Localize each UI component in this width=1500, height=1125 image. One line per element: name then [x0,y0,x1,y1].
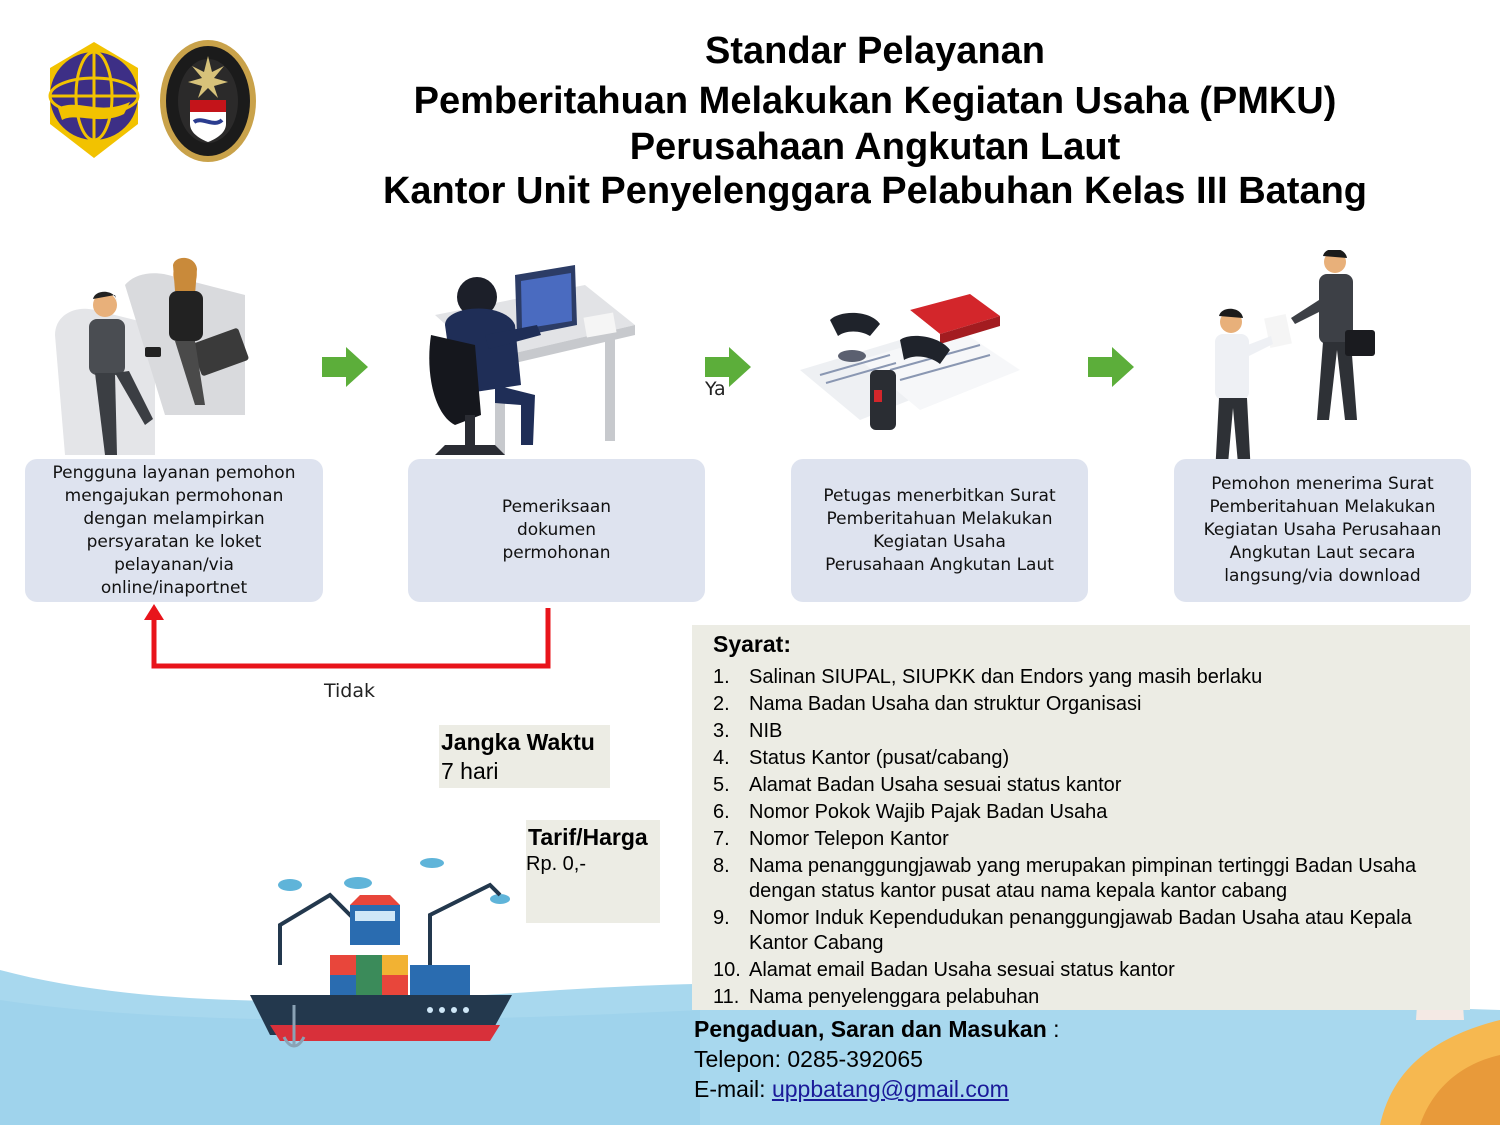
cargo-ship-illustration [250,855,520,1060]
duration-value: 7 hari [441,758,499,784]
title-line-2: Pemberitahuan Melakukan Kegiatan Usaha (PMKU) [413,80,1337,122]
contact-title: Pengaduan, Saran dan Masukan [694,1016,1047,1042]
list-item [713,773,1463,798]
step-3-box [791,459,1088,602]
tariff-label: Tarif/Harga [528,824,648,850]
item-number: 10. [713,959,741,981]
item-number: 11. [713,986,740,1008]
requirements-title: Syarat: [713,631,791,657]
title-line-1: Standar Pelayanan [704,30,1046,72]
tariff-value: Rp. 0,- [526,853,587,875]
phone-number: 0285-392065 [787,1046,923,1072]
applicants-illustration [45,255,265,475]
officer-computer-illustration [425,265,645,465]
list-item [713,692,1463,717]
requirements-panel [692,625,1470,1010]
duration-box [439,725,610,788]
contact-title-row [694,1014,1294,1044]
item-number: 5. [713,774,730,796]
step-4-box [1174,459,1471,602]
item-text: Alamat Badan Usaha sesuai status kantor [749,774,1122,796]
email-link[interactable]: uppbatang@gmail.com [771,1076,1009,1102]
list-item [713,665,1463,690]
tariff-box [526,820,660,923]
item-text: Nomor Telepon Kantor [749,828,949,850]
item-text: Alamat email Badan Usaha sesuai status kantor [749,959,1175,981]
item-text: Status Kantor (pusat/cabang) [749,747,1010,769]
arrow-right-icon [322,347,368,387]
phone-row [694,1044,1294,1074]
item-text: Nama penyelenggara pelabuhan [749,986,1040,1008]
item-text: Nomor Induk Kependudukan penanggungjawab Badan Usaha atau Kepala Kantor Cabang [749,907,1412,954]
yes-label: Ya [705,378,726,400]
step-4-text: Pemohon menerima Surat Pemberitahuan Melakukan Kegiatan Usaha Perusahaan Angkutan Laut secara langsung/via download [1203,474,1442,586]
email-row [694,1074,1294,1104]
arrow-right-icon [1088,347,1134,387]
step-3-text: Petugas menerbitkan Surat Pemberitahuan Melakukan Kegiatan Usaha Perusahaan Angkutan Laut [823,485,1056,575]
step-1-box [25,459,323,602]
documents-stamp-illustration [790,290,1040,440]
rejection-loop-arrow [140,600,560,675]
list-item [713,854,1463,904]
item-number: 2. [713,693,730,715]
item-text: NIB [749,720,783,742]
title-line-3: Perusahaan Angkutan Laut [629,126,1121,168]
ministry-transport-logo [38,38,150,164]
list-item [713,827,1463,852]
item-text: Nomor Pokok Wajib Pajak Badan Usaha [749,801,1108,823]
step-2-box [408,459,705,602]
list-item [713,985,1463,1010]
step-2-text: Pemeriksaan dokumen permohonan [501,497,612,563]
item-number: 7. [713,828,730,850]
list-item [713,746,1463,771]
list-item [713,958,1463,983]
list-item [713,800,1463,825]
contact-section [694,1014,1294,1104]
item-number: 9. [713,907,730,929]
list-item [713,719,1463,744]
handover-illustration [1195,250,1395,480]
item-number: 8. [713,855,730,877]
requirements-list [713,665,1463,1012]
item-text: Nama penanggungjawab yang merupakan pimpinan tertinggi Badan Usaha dengan status kantor pusat atau nama kepala kantor cabang [749,855,1417,902]
item-number: 3. [713,720,730,742]
no-label: Tidak [324,680,376,702]
email-label: E-mail: [694,1076,772,1102]
item-number: 1. [713,666,730,688]
duration-label: Jangka Waktu [441,729,595,755]
item-text: Salinan SIUPAL, SIUPKK dan Endors yang masih berlaku [749,666,1263,688]
phone-label: Telepon: [694,1046,788,1072]
step-1-text: Pengguna layanan pemohon mengajukan permohonan dengan melampirkan persyaratan ke loket pelayanan/via online/inaportnet [52,462,296,598]
item-number: 6. [713,801,730,823]
sea-transport-emblem-logo [158,38,258,164]
item-number: 4. [713,747,730,769]
item-text: Nama Badan Usaha dan struktur Organisasi [749,693,1142,715]
title-line-4: Kantor Unit Penyelenggara Pelabuhan Kelas III Batang [382,170,1367,212]
contact-colon: : [1046,1016,1060,1042]
list-item [713,906,1463,956]
